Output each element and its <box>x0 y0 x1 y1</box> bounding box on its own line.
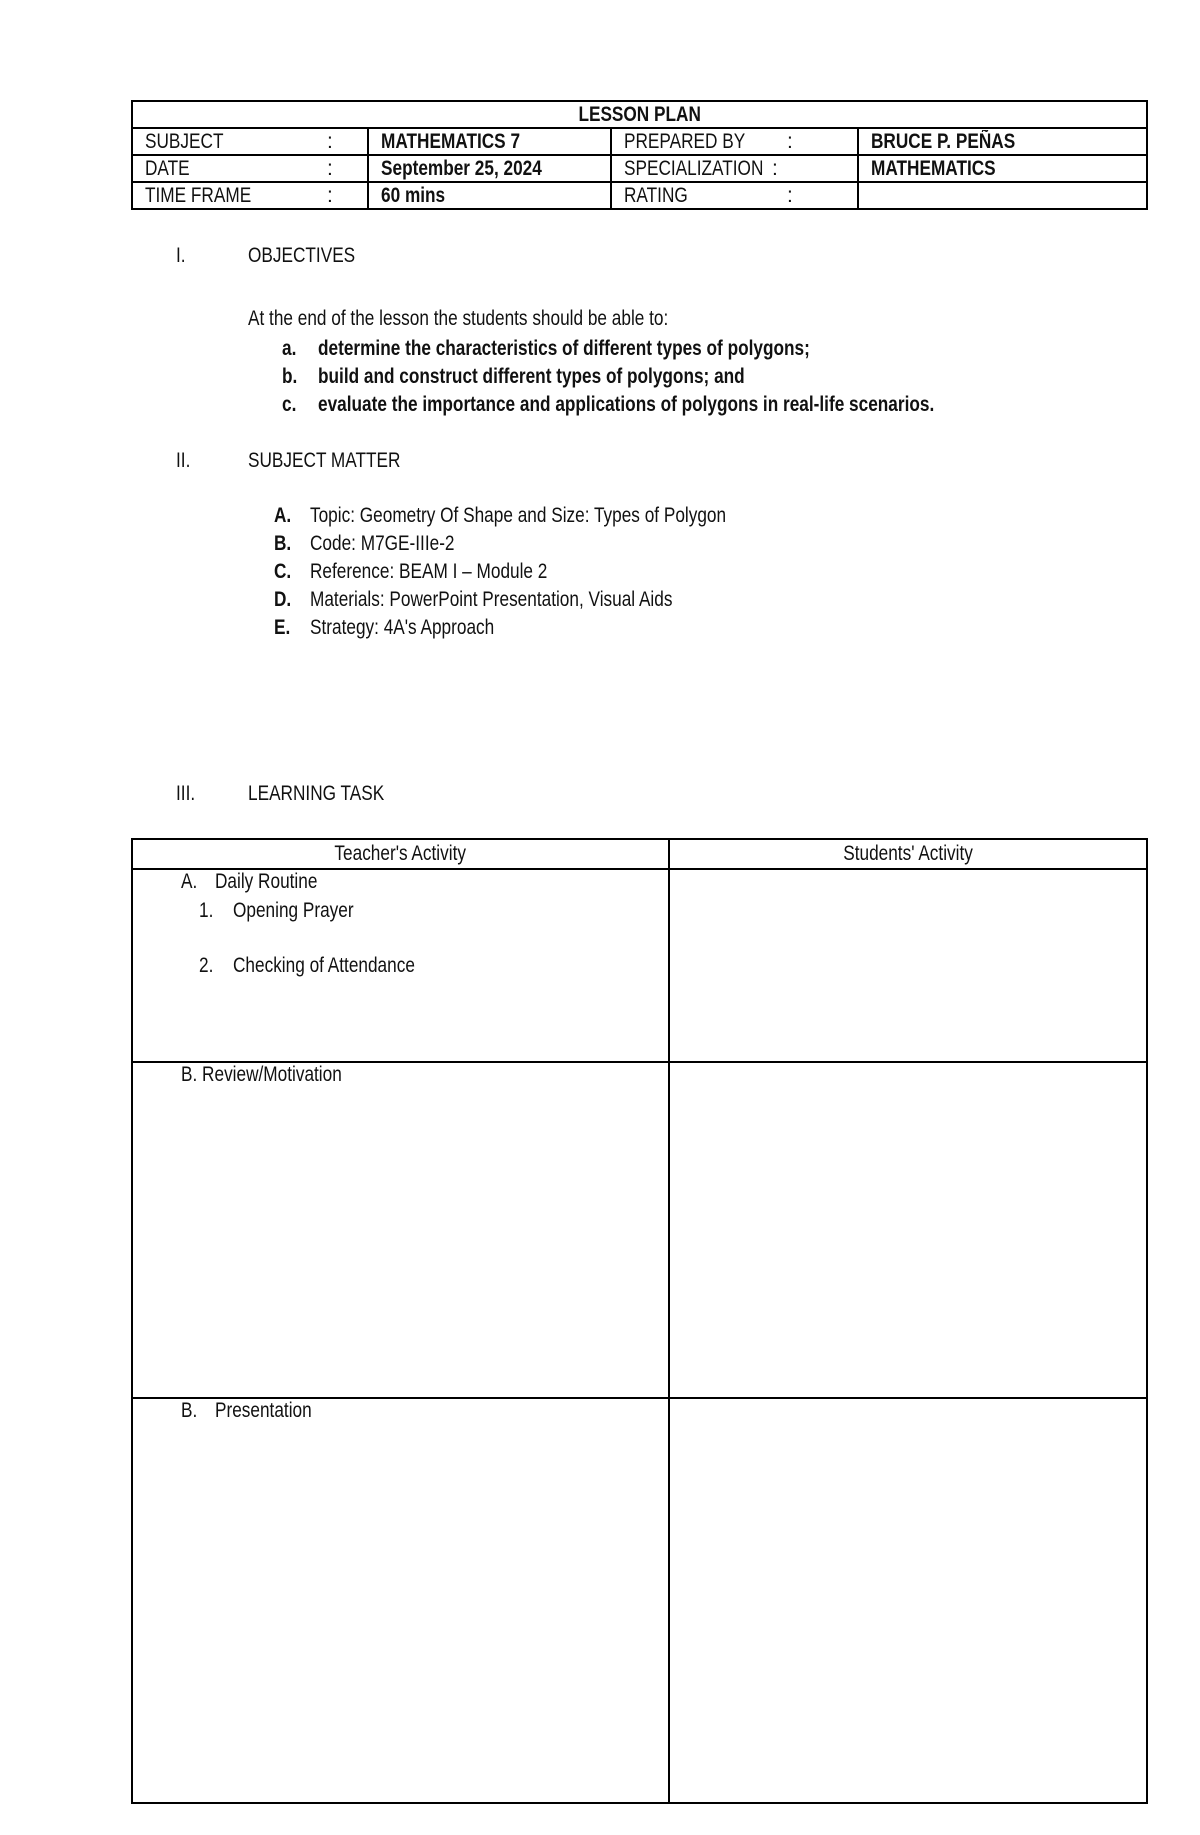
header-row-time-frame <box>132 182 1147 209</box>
teacher-activity-daily-routine: A. Daily Routine 1. Opening Prayer 2. Checking of Attendance <box>132 869 669 1062</box>
prepared-by-label-cell: PREPARED BY : <box>611 128 858 155</box>
date-value: September 25, 2024 <box>368 155 611 182</box>
time-frame-value: 60 mins <box>368 182 611 209</box>
students-activity-review <box>669 1062 1147 1398</box>
header-row-subject <box>132 128 1147 155</box>
lesson-plan-header-table <box>131 100 1148 210</box>
objectives-title: OBJECTIVES <box>248 244 356 267</box>
table-row <box>132 1398 1147 1803</box>
learning-task-title: LEARNING TASK <box>248 782 385 805</box>
rating-label-cell: RATING : <box>611 182 858 209</box>
table-row <box>132 1062 1147 1398</box>
table-row <box>132 869 1147 1062</box>
specialization-label-cell: SPECIALIZATION : <box>611 155 858 182</box>
rating-value <box>858 182 1147 209</box>
teacher-activity-presentation: B. Presentation <box>132 1398 669 1803</box>
specialization-value: MATHEMATICS <box>858 155 1147 182</box>
prepared-by-value: BRUCE P. PEÑAS <box>858 128 1147 155</box>
learning-task-number: III. <box>176 782 196 805</box>
header-row-date <box>132 155 1147 182</box>
teacher-activity-review: B. Review/Motivation <box>132 1062 669 1398</box>
date-label-cell: DATE : <box>132 155 368 182</box>
students-activity-header: Students' Activity <box>669 839 1147 869</box>
objectives-number: I. <box>176 244 186 267</box>
learning-task-table <box>131 838 1148 1804</box>
subject-label-cell: SUBJECT : <box>132 128 368 155</box>
teacher-activity-header: Teacher's Activity <box>132 839 669 869</box>
lesson-plan-title: LESSON PLAN <box>132 101 1147 128</box>
objectives-intro: At the end of the lesson the students should be able to: <box>248 307 669 330</box>
students-activity-presentation <box>669 1398 1147 1803</box>
subject-matter-title: SUBJECT MATTER <box>248 449 401 472</box>
subject-value: MATHEMATICS 7 <box>368 128 611 155</box>
subject-matter-number: II. <box>176 449 191 472</box>
students-activity-daily-routine <box>669 869 1147 1062</box>
time-frame-label-cell: TIME FRAME : <box>132 182 368 209</box>
